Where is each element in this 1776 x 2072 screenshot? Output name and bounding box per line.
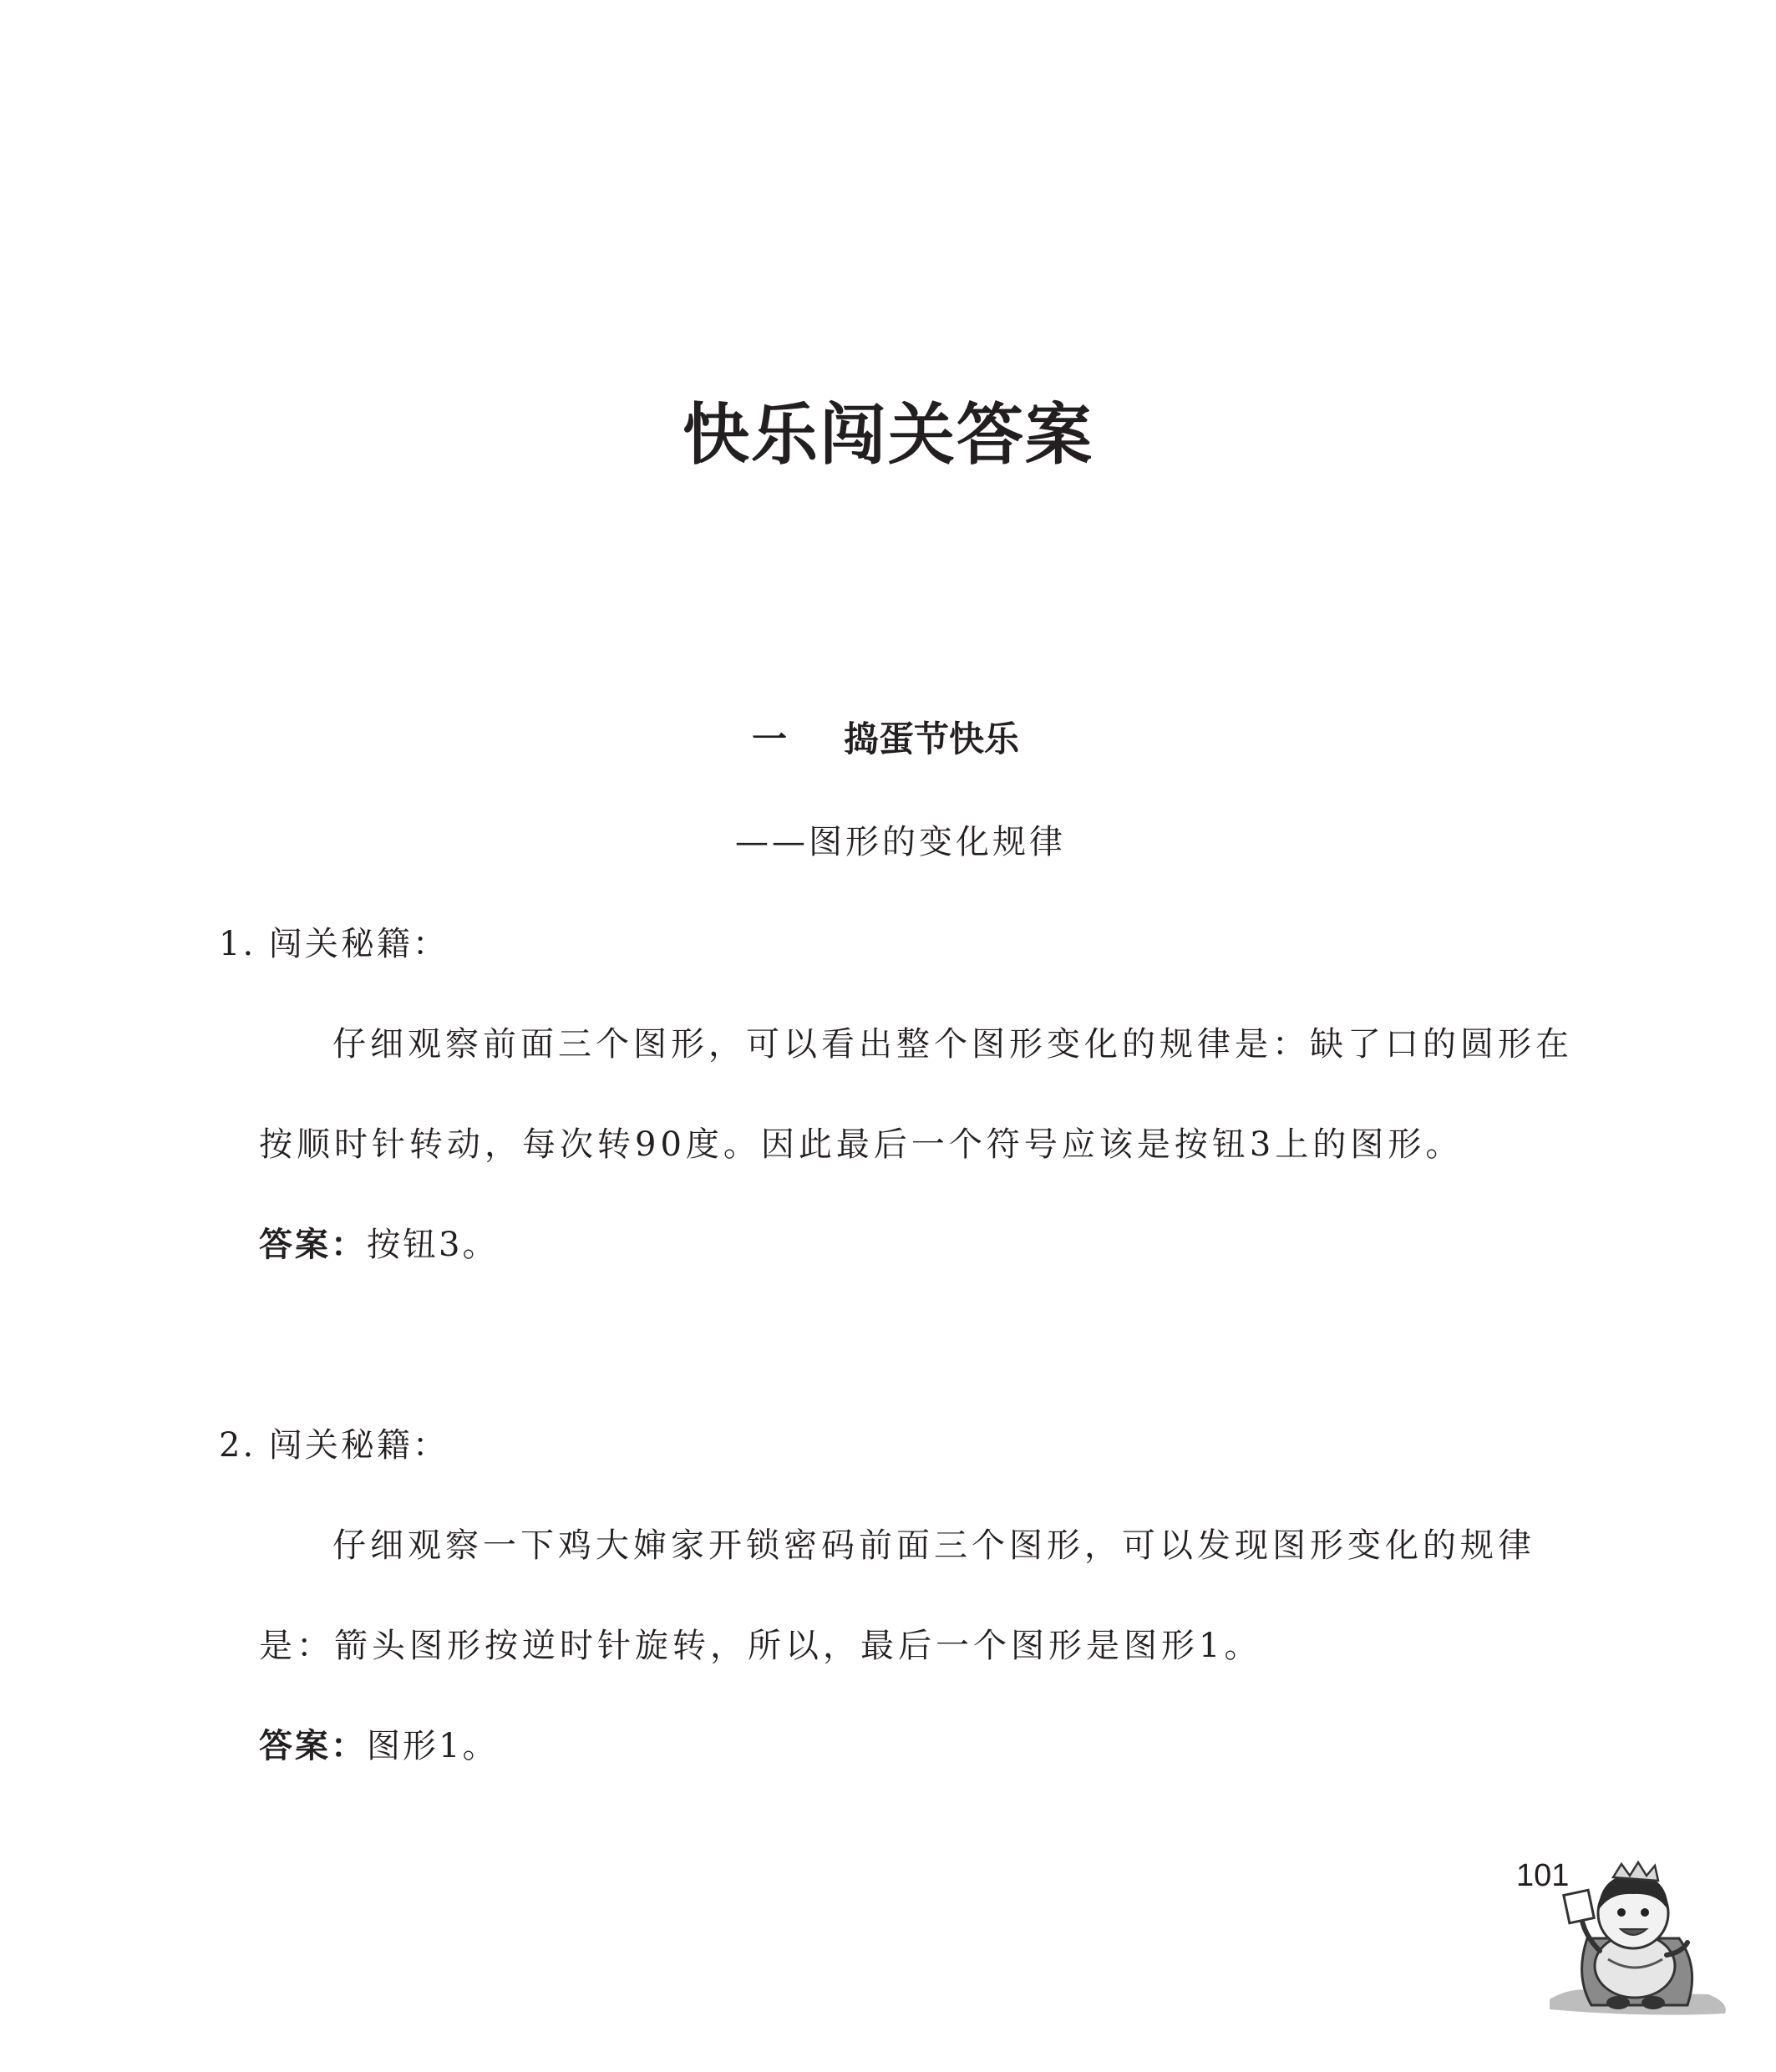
section-1-answer <box>259 1221 498 1268</box>
section-2-line-2: 是：箭头图形按逆时针旋转，所以，最后一个图形是图形1。 <box>259 1627 1262 1665</box>
section-1-explanation <box>259 1021 1579 1168</box>
page-number: 101 <box>1516 1858 1570 1893</box>
chapter-heading <box>752 714 1019 764</box>
answer-text: 按钮3。 <box>367 1226 499 1264</box>
cartoon-character-icon <box>1541 1859 1733 2022</box>
page-title: 快乐闯关答案 <box>682 395 1094 474</box>
section-2-explanation <box>259 1522 1579 1669</box>
section-2-heading: 2. 闯关秘籍： <box>219 1426 449 1465</box>
chapter-subtitle: ——图形的变化规律 <box>735 823 1066 861</box>
section-1-line-2: 按顺时针转动，每次转90度。因此最后一个符号应该是按钮3上的图形。 <box>259 1125 1464 1164</box>
answer-label: 答案： <box>259 1727 367 1765</box>
answer-label: 答案： <box>259 1226 367 1264</box>
chapter-number: 一 <box>752 719 788 759</box>
section-1-heading: 1. 闯关秘籍： <box>219 925 449 963</box>
chapter-title: 捣蛋节快乐 <box>844 719 1020 759</box>
section-2-line-1: 仔细观察一下鸡大婶家开锁密码前面三个图形，可以发现图形变化的规律 <box>332 1526 1535 1565</box>
section-1-line-1: 仔细观察前面三个图形，可以看出整个图形变化的规律是：缺了口的圆形在 <box>332 1025 1573 1064</box>
answer-text: 图形1。 <box>367 1727 499 1765</box>
section-2-answer <box>259 1723 498 1770</box>
